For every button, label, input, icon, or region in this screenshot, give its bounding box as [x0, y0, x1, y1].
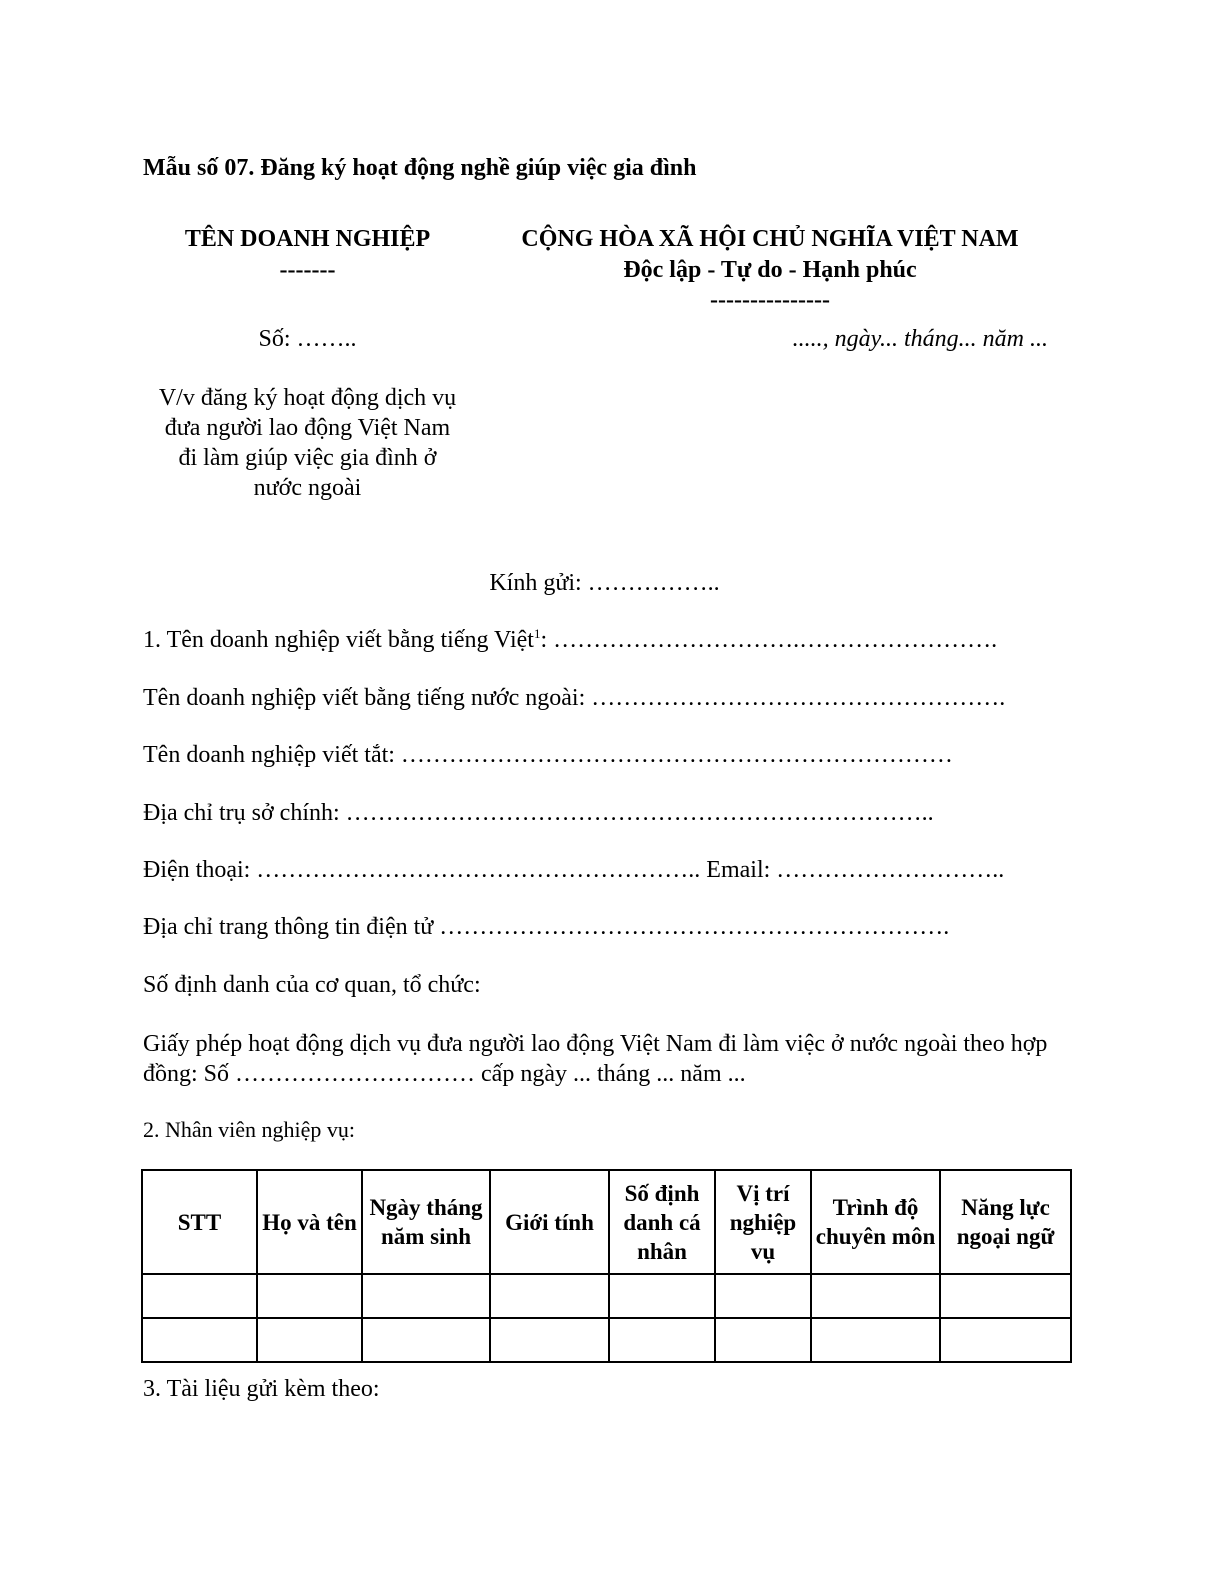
column-header: Họ và tên: [257, 1170, 362, 1274]
license-line: Giấy phép hoạt động dịch vụ đưa người lao động Việt Nam đi làm việc ở nước ngoài theo hợp đồng: Số ………………………… cấp ngày ... tháng ... năm ...: [143, 1031, 1048, 1087]
table-cell: [142, 1318, 257, 1362]
column-header: Trình độ chuyên môn: [811, 1170, 940, 1274]
subject-line: nước ngoài: [253, 475, 362, 501]
company-divider: -------: [279, 257, 336, 283]
website-line: Địa chỉ trang thông tin điện tử ……………………………………………………….: [143, 914, 950, 940]
subject-line: V/v đăng ký hoạt động dịch vụ: [158, 385, 457, 411]
table-header-row: [142, 1170, 1071, 1274]
table-cell: [609, 1318, 715, 1362]
column-header: Giới tính: [490, 1170, 609, 1274]
table-cell: [715, 1274, 811, 1318]
column-header: Năng lực ngoại ngữ: [940, 1170, 1071, 1274]
table-cell: [811, 1274, 940, 1318]
section3-title: 3. Tài liệu gửi kèm theo:: [143, 1376, 380, 1402]
table-cell: [490, 1318, 609, 1362]
column-header: Ngày tháng năm sinh: [362, 1170, 490, 1274]
vn-name-fill: : ………………………….…………………….: [540, 627, 998, 653]
staff-table: [141, 1169, 1072, 1363]
table-cell: [715, 1318, 811, 1362]
table-cell: [609, 1274, 715, 1318]
table-cell: [811, 1318, 940, 1362]
company-header: [140, 224, 475, 286]
phone-email-line: Điện thoại: ……………………………………………….. Email: ………………………..: [143, 857, 1005, 883]
foreign-name-line: Tên doanh nghiệp viết bằng tiếng nước ngoài: …………………………………………….: [143, 685, 1006, 711]
vn-name-line: [143, 627, 997, 654]
table-cell: [362, 1318, 490, 1362]
country-name: CỘNG HÒA XÃ HỘI CHỦ NGHĨA VIỆT NAM: [521, 226, 1019, 252]
table-cell: [257, 1274, 362, 1318]
national-header: [470, 224, 1070, 314]
motto-divider: ---------------: [710, 287, 830, 313]
column-header: STT: [142, 1170, 257, 1274]
document-number: Số: ……..: [258, 326, 357, 352]
table-cell: [362, 1274, 490, 1318]
section2-title: 2. Nhân viên nghiệp vụ:: [143, 1117, 356, 1142]
table-row: [142, 1274, 1071, 1318]
vn-name-label: 1. Tên doanh nghiệp viết bằng tiếng Việt: [143, 627, 534, 653]
subject-line: đưa người lao động Việt Nam: [164, 415, 451, 441]
subject-line: đi làm giúp việc gia đình ở: [178, 445, 437, 471]
footnote-ref: 1: [533, 626, 541, 641]
column-header: Số định danh cá nhân: [609, 1170, 715, 1274]
address-line: Địa chỉ trụ sở chính: ………………………………………………………………..: [143, 800, 934, 826]
table-cell: [257, 1318, 362, 1362]
recipient-line: Kính gửi: ……………..: [489, 570, 720, 596]
table-cell: [142, 1274, 257, 1318]
subject-block: [140, 383, 475, 503]
national-motto: Độc lập - Tự do - Hạnh phúc: [623, 257, 917, 283]
table-row: [142, 1318, 1071, 1362]
short-name-line: Tên doanh nghiệp viết tắt: ……………………………………………………………: [143, 742, 953, 768]
table-cell: [940, 1274, 1071, 1318]
company-name: TÊN DOANH NGHIỆP: [184, 226, 431, 252]
column-header: Vị trí nghiệp vụ: [715, 1170, 811, 1274]
form-title: Mẫu số 07. Đăng ký hoạt động nghề giúp việc gia đình: [143, 155, 697, 181]
id-number-line: Số định danh của cơ quan, tổ chức:: [143, 972, 481, 998]
date-line: ....., ngày... tháng... năm ...: [792, 326, 1048, 352]
table-cell: [490, 1274, 609, 1318]
table-cell: [940, 1318, 1071, 1362]
